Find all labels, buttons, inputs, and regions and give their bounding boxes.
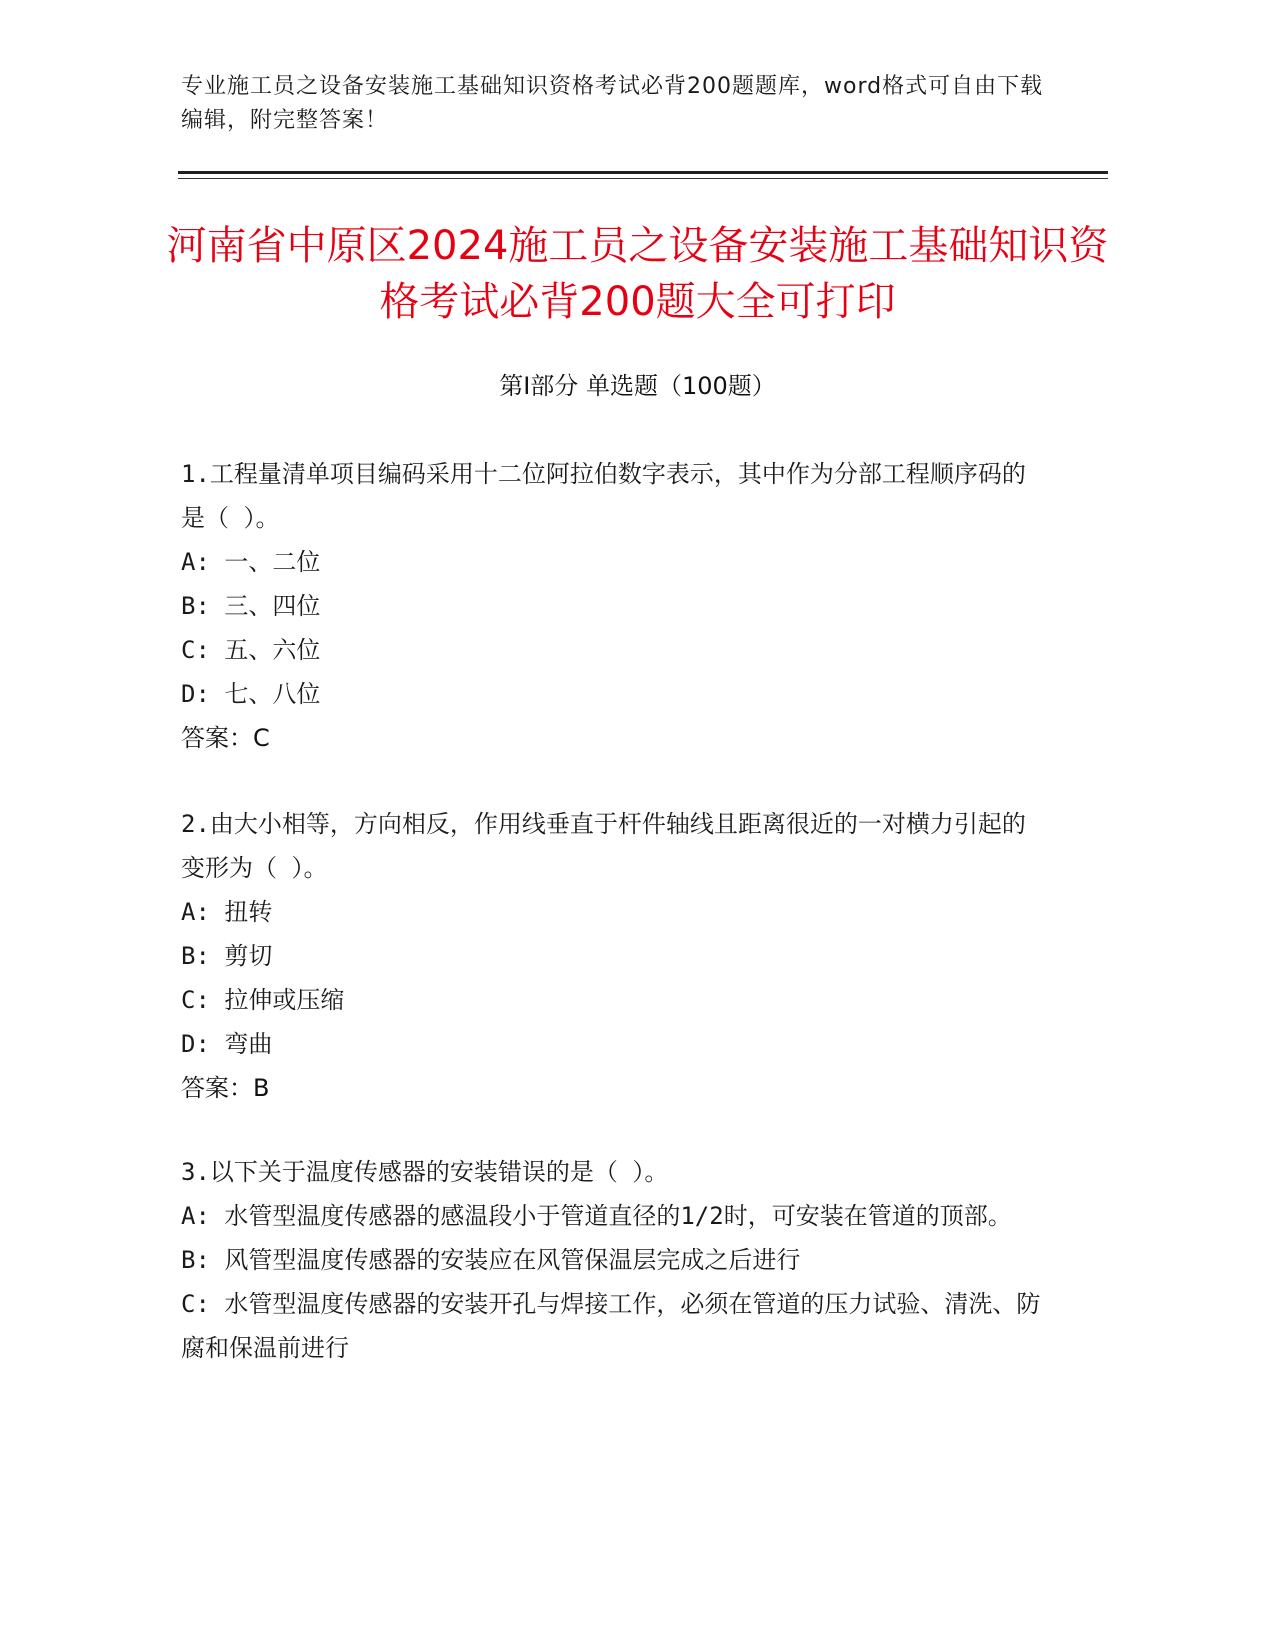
document-title: 河南省中原区2024施工员之设备安装施工基础知识资格考试必背200题大全可打印	[166, 223, 1109, 325]
question-text: 2.由大小相等，方向相反，作用线垂直于杆件轴线且距离很近的一对横力引起的变形为（ ）。	[181, 810, 1026, 882]
option-c: C: 五、六位	[181, 636, 321, 664]
header-divider-thin	[178, 178, 1108, 179]
answer: 答案：B	[181, 1074, 270, 1102]
header-note: 专业施工员之设备安装施工基础知识资格考试必背200题题库，word格式可自由下载编辑，附完整答案！	[181, 74, 1044, 133]
option-a: A: 一、二位	[181, 548, 321, 576]
answer: 答案：C	[181, 724, 270, 752]
question-3	[181, 1150, 1041, 1370]
option-c: C: 水管型温度传感器的安装开孔与焊接工作，必须在管道的压力试验、清洗、防腐和保温前进行	[181, 1290, 1041, 1362]
option-c: C: 拉伸或压缩	[181, 986, 345, 1014]
question-1	[181, 452, 1041, 760]
question-2	[181, 802, 1041, 1110]
option-b: B: 风管型温度传感器的安装应在风管保温层完成之后进行	[181, 1246, 801, 1274]
option-b: B: 三、四位	[181, 592, 321, 620]
question-text: 3.以下关于温度传感器的安装错误的是（ ）。	[181, 1158, 669, 1186]
section-heading: 第Ⅰ部分 单选题（100题）	[499, 372, 776, 400]
option-a: A: 水管型温度传感器的感温段小于管道直径的1/2时，可安装在管道的顶部。	[181, 1202, 1012, 1230]
question-text: 1.工程量清单项目编码采用十二位阿拉伯数字表示，其中作为分部工程顺序码的是（ ）。	[181, 460, 1026, 532]
option-b: B: 剪切	[181, 942, 273, 970]
option-a: A: 扭转	[181, 898, 273, 926]
header-divider-thick	[178, 171, 1108, 174]
option-d: D: 七、八位	[181, 680, 321, 708]
option-d: D: 弯曲	[181, 1030, 273, 1058]
